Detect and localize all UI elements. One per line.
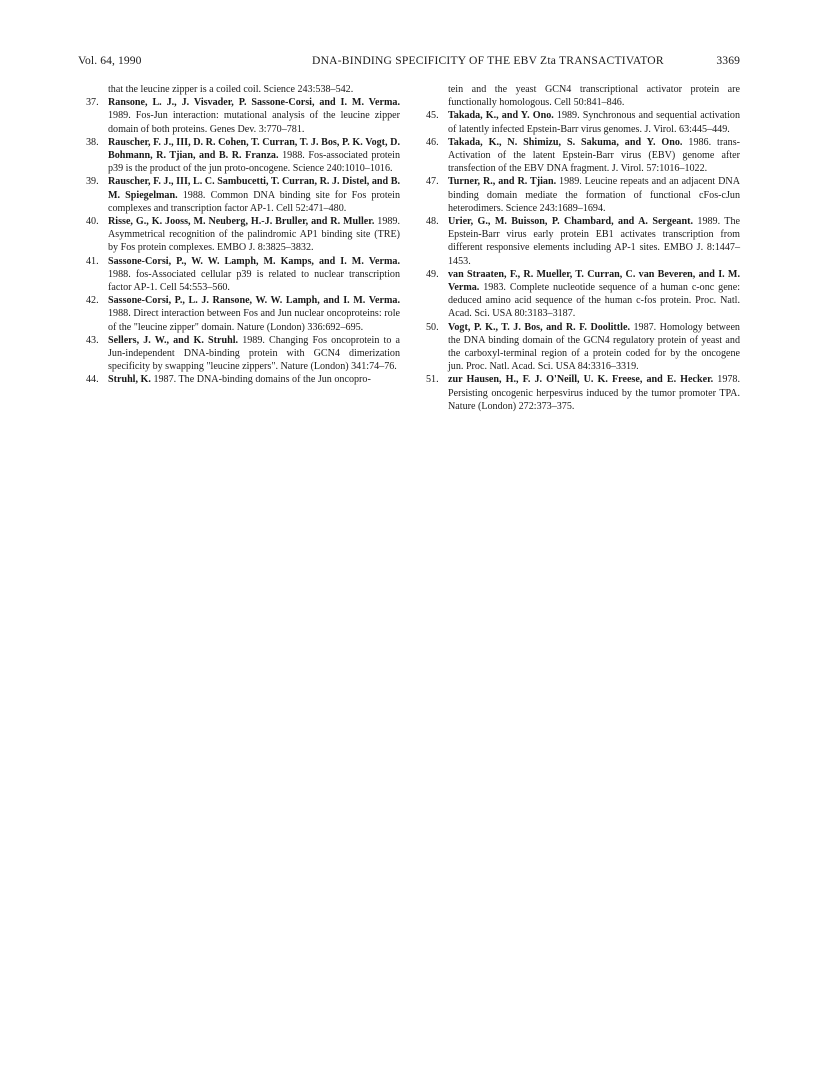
reference-authors: van Straaten, F., R. Mueller, T. Curran, C. van Beveren, and I. M. Verma. bbox=[448, 268, 740, 294]
reference-number: 46. bbox=[426, 136, 439, 148]
reference-number: 50. bbox=[426, 321, 439, 333]
reference-50 bbox=[418, 321, 740, 374]
reference-37 bbox=[78, 96, 400, 136]
reference-authors: Rauscher, F. J., III, D. R. Cohen, T. Curran, T. J. Bos, P. K. Vogt, D. Bohmann, R. Tjian, and B. R. Franza. bbox=[108, 136, 400, 162]
reference-authors: Urier, G., M. Buisson, P. Chambard, and A. Sergeant. bbox=[448, 216, 693, 228]
reference-number: 37. bbox=[86, 97, 99, 109]
reference-number: 43. bbox=[86, 334, 99, 346]
reference-number: 38. bbox=[86, 136, 99, 148]
reference-body: 1983. Complete nucleotide sequence of a human c-onc gene: deduced amino acid sequence of the human c-fos protein. Proc. Natl. Acad. Sci. USA 80:3183–3187. bbox=[448, 282, 740, 320]
reference-number: 40. bbox=[86, 216, 99, 228]
reference-authors: Turner, R., and R. Tjian. bbox=[448, 176, 557, 188]
reference-number: 41. bbox=[86, 255, 99, 267]
references-left-column bbox=[78, 83, 400, 387]
reference-authors: zur Hausen, H., F. J. O'Neill, U. K. Freese, and E. Hecker. bbox=[448, 374, 714, 386]
reference-44 bbox=[78, 373, 400, 386]
reference-body: 1989. The Epstein-Barr virus early protein EB1 activates transcription from different responsive elements including AP-1 sites. EMBO J. 8:1447–1453. bbox=[448, 216, 741, 267]
reference-continuation: tein and the yeast GCN4 transcriptional activator protein are functionally homologous. Cell 50:841–846. bbox=[448, 84, 740, 109]
reference-40 bbox=[78, 215, 400, 255]
reference-number: 47. bbox=[426, 176, 439, 188]
page-number: 3369 bbox=[716, 54, 740, 67]
reference-body: 1988. Fos-associated protein p39 is the product of the jun proto-oncogene. Science 240:1010–1016. bbox=[108, 150, 401, 175]
reference-body: 1987. Homology between the DNA binding domain of the GCN4 regulatory protein of yeast and the carboxyl-terminal region of a protein coded for by the oncogene jun. Proc. Natl. Acad. Sci. USA 84:3316–3319. bbox=[448, 321, 740, 373]
reference-43 bbox=[78, 334, 400, 374]
reference-authors: Vogt, P. K., T. J. Bos, and R. F. Doolittle. bbox=[448, 321, 630, 333]
reference-body: 1987. The DNA-binding domains of the Jun oncopro- bbox=[153, 374, 371, 386]
reference-authors: Ransone, L. J., J. Visvader, P. Sassone-Corsi, and I. M. Verma. bbox=[108, 97, 400, 109]
reference-body: 1989. Fos-Jun interaction: mutational analysis of the leucine zipper domain of both proteins. Genes Dev. 3:770–781. bbox=[108, 110, 400, 135]
reference-authors: Sellers, J. W., and K. Struhl. bbox=[108, 334, 239, 346]
reference-38 bbox=[78, 136, 400, 176]
reference-number: 49. bbox=[426, 268, 439, 280]
reference-number: 42. bbox=[86, 295, 99, 307]
running-title: DNA-BINDING SPECIFICITY OF THE EBV Zta TRANSACTIVATOR bbox=[312, 54, 664, 67]
reference-number: 39. bbox=[86, 176, 99, 188]
reference-body: 1978. Persisting oncogenic herpesvirus induced by the tumor promoter TPA. Nature (London) 272:373–375. bbox=[448, 374, 740, 412]
reference-body: 1989. Leucine repeats and an adjacent DNA binding domain mediate the formation of functional cFos-cJun heterodimers. Science 243:1689–1694. bbox=[448, 176, 740, 214]
reference-body: 1989. Synchronous and sequential activation of latently infected Epstein-Barr virus genomes. J. Virol. 63:445–449. bbox=[448, 110, 741, 135]
reference-authors: Takada, K., N. Shimizu, S. Sakuma, and Y. Ono. bbox=[448, 136, 683, 148]
reference-body: 1988. Direct interaction between Fos and Jun nuclear oncoproteins: role of the "leucine zipper" domain. Nature (London) 336:692–695. bbox=[108, 308, 400, 333]
reference-authors: Rauscher, F. J., III, L. C. Sambucetti, T. Curran, R. J. Distel, and B. M. Spiegelman. bbox=[108, 176, 400, 201]
running-header bbox=[78, 54, 740, 70]
reference-47 bbox=[418, 175, 740, 215]
reference-39 bbox=[78, 175, 400, 215]
reference-body: 1988. Common DNA binding site for Fos protein complexes and transcription factor AP-1. Cell 52:471–480. bbox=[108, 189, 400, 214]
reference-body: 1989. Changing Fos oncoprotein to a Jun-independent DNA-binding protein with GCN4 dimerization specificity by swapping "leucine zippers". Nature (London) 341:74–76. bbox=[108, 334, 400, 373]
reference-42 bbox=[78, 294, 400, 334]
reference-authors: Takada, K., and Y. Ono. bbox=[448, 110, 554, 122]
reference-49 bbox=[418, 268, 740, 321]
reference-continuation: that the leucine zipper is a coiled coil. Science 243:538–542. bbox=[108, 84, 354, 95]
volume-label: Vol. 64, 1990 bbox=[78, 54, 142, 67]
reference-number: 48. bbox=[426, 216, 439, 228]
reference-48 bbox=[418, 215, 740, 268]
reference-number: 45. bbox=[426, 110, 439, 122]
reference-number: 51. bbox=[426, 374, 439, 386]
reference-41 bbox=[78, 255, 400, 295]
reference-body: 1988. fos-Associated cellular p39 is related to nuclear transcription factor AP-1. Cell 54:553–560. bbox=[108, 268, 400, 294]
reference-body: 1989. Asymmetrical recognition of the palindromic AP1 binding site (TRE) by Fos protein complexes. EMBO J. 8:3825–3832. bbox=[108, 216, 400, 254]
reference-45 bbox=[418, 109, 740, 135]
reference-body: 1986. trans-Activation of the latent Epstein-Barr virus (EBV) genome after transfection of the EBV DNA fragment. J. Virol. 57:1016–1022. bbox=[448, 136, 741, 175]
reference-authors: Sassone-Corsi, P., L. J. Ransone, W. W. Lamph, and I. M. Verma. bbox=[108, 295, 400, 307]
reference-authors: Struhl, K. bbox=[108, 374, 151, 386]
reference-number: 44. bbox=[86, 374, 99, 386]
reference-authors: Sassone-Corsi, P., W. W. Lamph, M. Kamps, and I. M. Verma. bbox=[108, 255, 400, 267]
reference-authors: Risse, G., K. Jooss, M. Neuberg, H.-J. Bruller, and R. Muller. bbox=[108, 216, 375, 228]
reference-51 bbox=[418, 373, 740, 413]
reference-46 bbox=[418, 136, 740, 176]
references-right-column bbox=[418, 83, 740, 413]
